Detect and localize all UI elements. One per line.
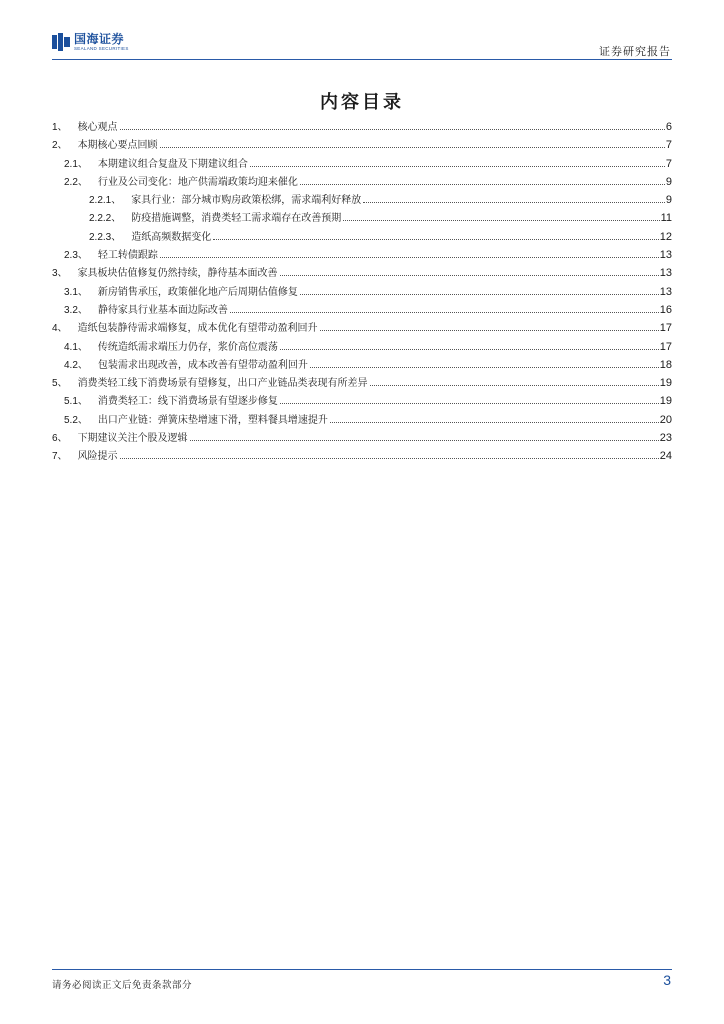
toc-entry-title: 核心观点	[77, 122, 118, 133]
toc-title: 内容目录	[320, 92, 404, 113]
toc-entry[interactable]	[52, 283, 672, 301]
toc-entry-number: 7、	[52, 451, 68, 463]
logo-icon	[52, 33, 70, 51]
toc-entry-page: 19	[659, 395, 672, 408]
toc-entry-title: 轻工转债跟踪	[97, 250, 158, 262]
toc-entry-page: 13	[659, 249, 672, 262]
toc-entry-number: 2.3、	[64, 250, 88, 262]
toc-entry[interactable]	[52, 429, 672, 447]
logo-chinese-name: 国海证券	[74, 32, 125, 46]
toc-leader-dots	[190, 440, 659, 441]
toc-entry-page: 16	[659, 303, 672, 316]
toc-entry-page: 23	[659, 432, 672, 445]
header-divider	[52, 59, 672, 60]
toc-entry-page: 19	[659, 377, 672, 390]
toc-leader-dots	[343, 220, 659, 221]
logo-english-name: SEALAND SECURITIES	[74, 46, 129, 51]
toc-leader-dots	[280, 349, 659, 350]
toc-entry-number: 4.2、	[64, 359, 88, 371]
toc-entry[interactable]	[52, 118, 672, 136]
toc-entry-number: 3.1、	[64, 286, 88, 298]
toc-entry-page: 7	[665, 139, 672, 152]
toc-entry-page: 12	[659, 230, 672, 243]
toc-entry-title: 传统造纸需求端压力仍存，浆价高位震荡	[97, 341, 278, 353]
toc-entry-number: 5.1、	[64, 396, 88, 408]
toc-entry-page: 17	[659, 340, 672, 353]
toc-entry-number: 2.2.3、	[89, 231, 122, 243]
toc-entry-number: 4、	[52, 323, 68, 335]
toc-entry-title: 家具行业：部分城市购房政策松绑，需求端利好释放	[131, 195, 362, 207]
toc-leader-dots	[363, 202, 665, 203]
toc-entry-number: 2.2.1、	[89, 195, 122, 207]
footer-disclaimer: 请务必阅读正文后免责条款部分	[52, 980, 193, 991]
toc-entry-number: 3.2、	[64, 304, 88, 316]
toc-entry[interactable]	[52, 356, 672, 374]
toc-entry-title: 防疫措施调整，消费类轻工需求端存在改善预期	[131, 213, 342, 225]
toc-entry-title: 出口产业链：弹簧床垫增速下滑，塑料餐具增速提升	[97, 414, 328, 426]
toc-entry-page: 7	[665, 157, 672, 170]
toc-entry-page: 20	[659, 413, 672, 426]
toc-leader-dots	[300, 184, 665, 185]
toc-leader-dots	[160, 147, 665, 148]
toc-leader-dots	[230, 312, 659, 313]
toc-entry[interactable]	[52, 301, 672, 319]
toc-entry[interactable]	[52, 136, 672, 154]
toc-entry[interactable]	[52, 173, 672, 191]
toc-leader-dots	[250, 166, 665, 167]
report-type-label: 证券研究报告	[599, 45, 671, 58]
toc-leader-dots	[320, 330, 659, 331]
toc-leader-dots	[310, 367, 659, 368]
toc-entry-title: 下期建议关注个股及逻辑	[77, 433, 188, 445]
toc-leader-dots	[370, 385, 659, 386]
footer-divider	[52, 969, 672, 970]
page-number: 3	[663, 972, 671, 988]
toc-entry[interactable]	[52, 246, 672, 264]
toc-entry-title: 本期核心要点回顾	[77, 140, 158, 152]
toc-entry[interactable]	[52, 411, 672, 429]
toc-entry-page: 13	[659, 267, 672, 280]
toc-entry-page: 9	[665, 194, 672, 207]
toc-entry[interactable]	[52, 392, 672, 410]
toc-entry[interactable]	[52, 209, 672, 227]
toc-entry-number: 2、	[52, 140, 68, 152]
toc-entry[interactable]	[52, 374, 672, 392]
table-of-contents	[52, 118, 672, 466]
toc-entry[interactable]	[52, 319, 672, 337]
toc-entry-page: 11	[660, 212, 672, 225]
toc-entry-page: 17	[659, 322, 672, 335]
toc-leader-dots	[280, 275, 659, 276]
toc-leader-dots	[120, 458, 659, 459]
toc-entry-page: 18	[659, 358, 672, 371]
toc-entry-title: 静待家具行业基本面边际改善	[97, 304, 228, 316]
toc-leader-dots	[213, 239, 659, 240]
toc-leader-dots	[330, 422, 659, 423]
toc-entry-title: 本期建议组合复盘及下期建议组合	[97, 158, 248, 170]
toc-entry-page: 6	[665, 121, 672, 133]
toc-entry-number: 5.2、	[64, 414, 88, 426]
toc-entry-page: 9	[665, 175, 672, 188]
toc-entry-title: 新房销售承压，政策催化地产后周期估值修复	[97, 286, 298, 298]
toc-entry-title: 消费类轻工线下消费场景有望修复，出口产业链品类表现有所差异	[77, 378, 368, 390]
toc-leader-dots	[120, 129, 665, 130]
toc-entry-page: 24	[659, 450, 672, 463]
toc-entry-number: 6、	[52, 433, 68, 445]
toc-entry-title: 造纸包装静待需求端修复，成本优化有望带动盈利回升	[77, 323, 318, 335]
toc-entry[interactable]	[52, 338, 672, 356]
toc-entry-number: 1、	[52, 122, 68, 133]
toc-entry-title: 造纸高频数据变化	[131, 231, 212, 243]
toc-entry-number: 3、	[52, 268, 68, 280]
toc-entry-title: 行业及公司变化：地产供需端政策均迎来催化	[97, 176, 298, 188]
toc-entry-title: 家具板块估值修复仍然持续，静待基本面改善	[77, 268, 278, 280]
toc-entry-number: 2.2.2、	[89, 213, 122, 225]
toc-entry-page: 13	[659, 285, 672, 298]
toc-entry-number: 2.1、	[64, 158, 88, 170]
toc-leader-dots	[300, 294, 659, 295]
toc-entry-number: 2.2、	[64, 176, 88, 188]
toc-leader-dots	[160, 257, 659, 258]
toc-entry-number: 4.1、	[64, 341, 88, 353]
toc-entry[interactable]	[52, 264, 672, 282]
toc-entry-title: 风险提示	[77, 451, 118, 463]
toc-entry[interactable]	[52, 155, 672, 173]
company-logo	[52, 33, 129, 52]
toc-entry-number: 5、	[52, 378, 68, 390]
toc-entry[interactable]	[52, 228, 672, 246]
toc-entry-title: 消费类轻工：线下消费场景有望逐步修复	[97, 396, 278, 408]
toc-entry[interactable]	[52, 191, 672, 209]
toc-leader-dots	[280, 403, 659, 404]
toc-entry[interactable]	[52, 447, 672, 465]
toc-entry-title: 包装需求出现改善，成本改善有望带动盈利回升	[97, 359, 308, 371]
